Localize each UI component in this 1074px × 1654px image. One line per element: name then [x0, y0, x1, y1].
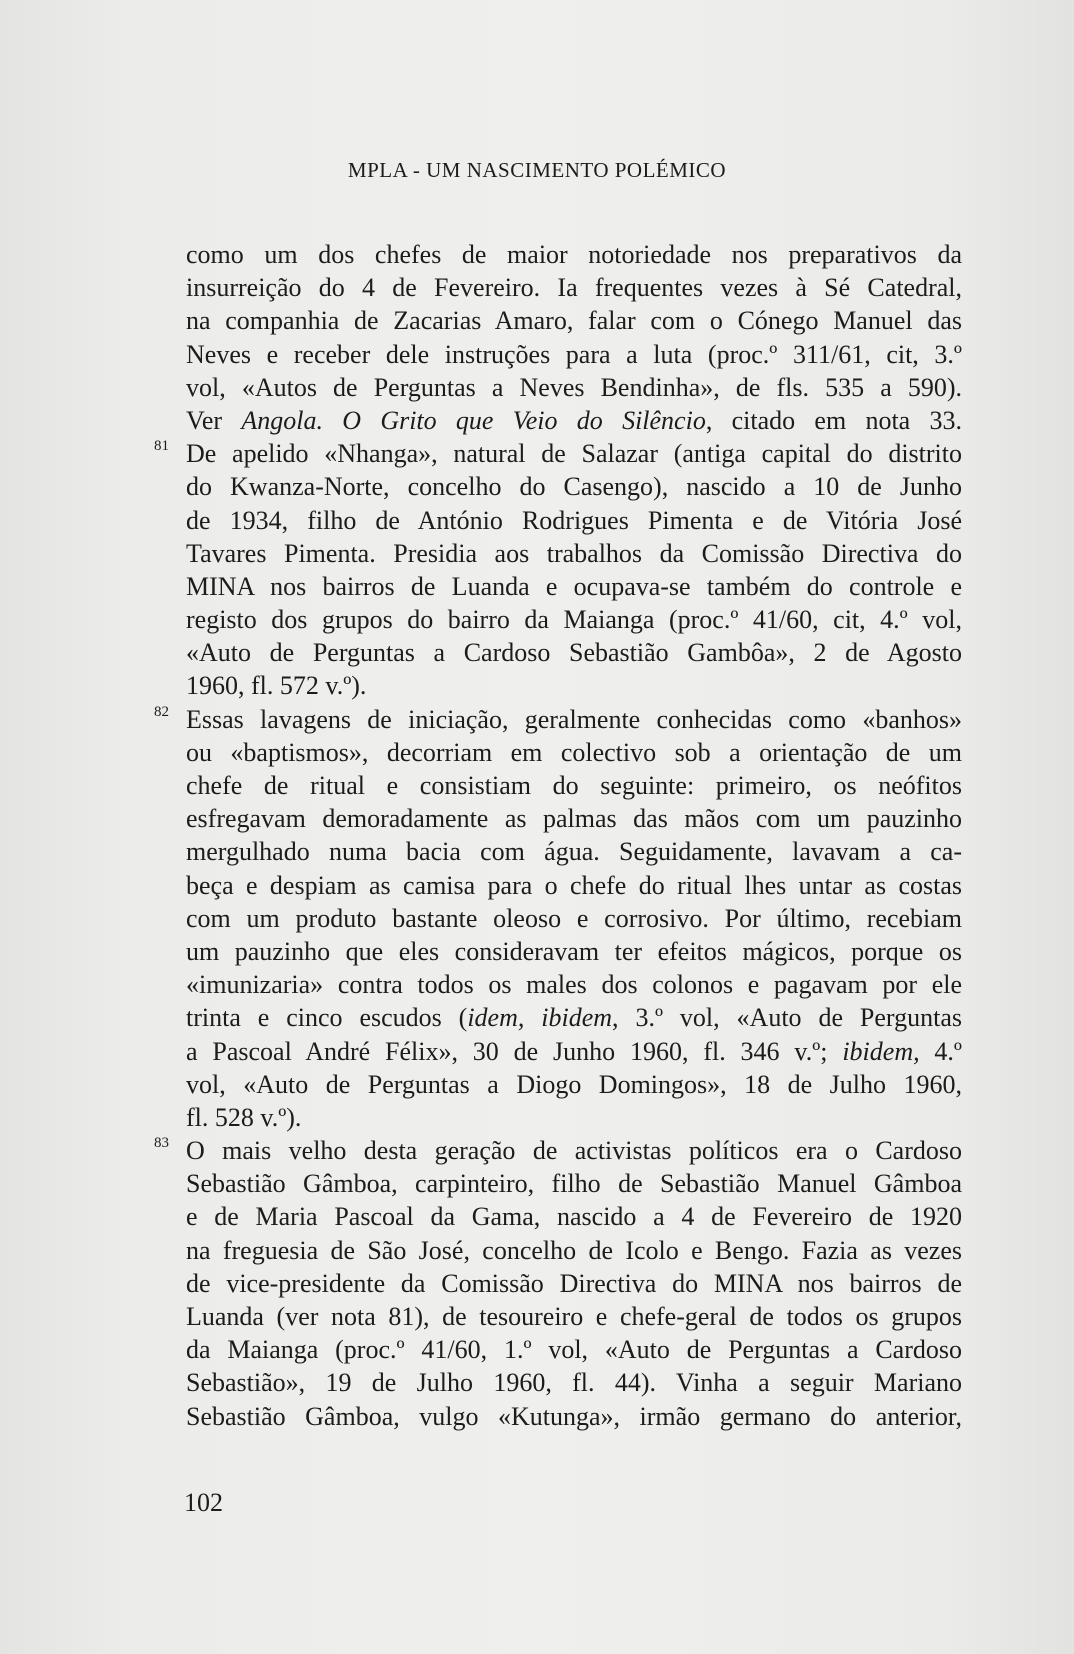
text-line: esfregavam demoradamente as palmas das mãos com um pauzinho [186, 804, 962, 834]
text-line: Sebastião», 19 de Julho 1960, fl. 44). Vinha a seguir Mariano [186, 1368, 962, 1398]
footnote-number: 81 [154, 438, 169, 455]
text-line: e de Maria Pascoal da Gama, nascido a 4 de Fevereiro de 1920 [186, 1202, 962, 1232]
text-line: um pauzinho que eles consideravam ter efeitos mágicos, porque os [186, 936, 962, 966]
text-line: ou «baptismos», decorriam em colectivo sob a orientação de um [186, 737, 962, 767]
text-line: de vice-presidente da Comissão Directiva do MINA nos bairros de [186, 1268, 962, 1298]
text-line: Sebastião Gâmboa, carpinteiro, filho de Sebastião Manuel Gâmboa [186, 1169, 962, 1199]
text-line: na freguesia de São José, concelho de Icolo e Bengo. Fazia as vezes [186, 1235, 962, 1265]
text-line: registo dos grupos do bairro da Maianga (proc.º 41/60, cit, 4.º vol, [186, 605, 962, 635]
text-line: Tavares Pimenta. Presidia aos trabalhos da Comissão Directiva do [186, 538, 962, 568]
running-head: MPLA - UM NASCIMENTO POLÉMICO [347, 158, 727, 182]
footnotes-block [154, 238, 962, 1433]
text-line: O mais velho desta geração de activistas políticos era o Cardoso [186, 1136, 962, 1166]
text-line: do Kwanza-Norte, concelho do Casengo), nascido a 10 de Junho [186, 472, 962, 502]
text-line: Neves e receber dele instruções para a luta (proc.º 311/61, cit, 3.º [186, 339, 962, 369]
text-line: Ver Angola. O Grito que Veio do Silêncio, citado em nota 33. [186, 405, 962, 435]
text-line: vol, «Autos de Perguntas a Neves Bendinha», de fls. 535 a 590). [186, 372, 962, 402]
footnote-83 [154, 1134, 962, 1433]
text-line: beça e despiam as camisa para o chefe do ritual lhes untar as costas [186, 870, 962, 900]
text-line: MINA nos bairros de Luanda e ocupava-se também do controle e [186, 571, 962, 601]
text-line: insurreição do 4 de Fevereiro. Ia frequentes vezes à Sé Catedral, [186, 273, 962, 303]
text-line: da Maianga (proc.º 41/60, 1.º vol, «Auto de Perguntas a Cardoso [186, 1335, 962, 1365]
text-line: Luanda (ver nota 81), de tesoureiro e chefe-geral de todos os grupos [186, 1302, 962, 1331]
text-line: fl. 528 v.º). [186, 1102, 302, 1132]
text-line: mergulhado numa bacia com água. Seguidamente, lavavam a ca- [186, 837, 962, 867]
text-line: «Auto de Perguntas a Cardoso Sebastião Gambôa», 2 de Agosto [186, 638, 962, 668]
page-number: 102 [184, 1488, 223, 1517]
text-line: 1960, fl. 572 v.º). [186, 671, 367, 701]
text-line: Essas lavagens de iniciação, geralmente conhecidas como «banhos» [186, 704, 962, 734]
text-line: na companhia de Zacarias Amaro, falar com o Cónego Manuel das [186, 306, 962, 336]
text-line: De apelido «Nhanga», natural de Salazar (antiga capital do distrito [186, 439, 962, 469]
footnote-81 [154, 437, 962, 703]
text-line: chefe de ritual e consistiam do seguinte: primeiro, os neófitos [186, 771, 962, 800]
text-line: trinta e cinco escudos (idem, ibidem, 3.º vol, «Auto de Perguntas [186, 1003, 962, 1033]
text-line: como um dos chefes de maior notoriedade nos preparativos da [186, 240, 962, 269]
text-line: a Pascoal André Félix», 30 de Junho 1960, fl. 346 v.º; ibidem, 4.º [186, 1036, 962, 1066]
text-line: Sebastião Gâmboa, vulgo «Kutunga», irmão germano do anterior, [186, 1401, 962, 1431]
footnote-number: 82 [154, 703, 169, 720]
footnote-continuation [154, 238, 962, 437]
footnote-82 [154, 703, 962, 1134]
footnote-number: 83 [154, 1135, 169, 1152]
text-line: «imunizaria» contra todos os males dos colonos e pagavam por ele [186, 970, 962, 1000]
text-line: com um produto bastante oleoso e corrosivo. Por último, recebiam [186, 903, 962, 933]
text-line: de 1934, filho de António Rodrigues Pimenta e de Vitória José [186, 505, 962, 535]
text-line: vol, «Auto de Perguntas a Diogo Domingos», 18 de Julho 1960, [186, 1069, 962, 1099]
